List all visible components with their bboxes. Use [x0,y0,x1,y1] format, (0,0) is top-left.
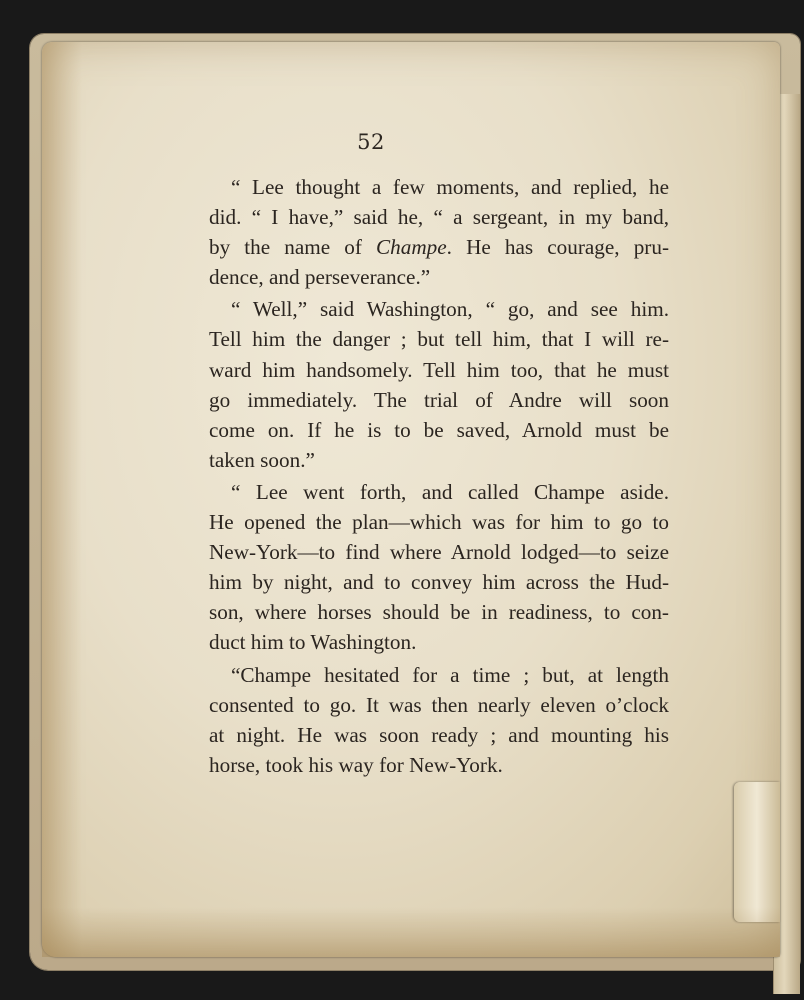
page-number: 52 [357,130,385,154]
text-line: by the name of Champe. He has courage, pru- [209,235,669,260]
text-line: ward him handsomely. Tell him too, that he must [209,357,669,382]
text-line: He opened the plan—which was for him to go to [209,510,669,535]
text-line: horse, took his way for New-York. [209,752,503,777]
text-line: “Champe hesitated for a time ; but, at length [231,662,669,687]
text-line: “ Lee thought a few moments, and replied, he [231,175,669,199]
text-line: “ Well,” said Washington, “ go, and see him. [231,297,669,322]
text-line: duct him to Washington. [209,630,417,655]
text-line: taken soon.” [209,447,315,472]
text-line: consented to go. It was then nearly eleven o’clock [209,692,669,717]
text-line: Tell him the danger ; but tell him, that I will re- [209,327,669,352]
italic-name: Champe [376,235,447,260]
text-line: “ Lee went forth, and called Champe aside. [231,479,669,504]
text-line: son, where horses should be in readiness, to con- [209,600,669,625]
book-page [42,42,780,957]
paragraph-1 [183,172,669,292]
body-text [183,172,669,780]
paragraph-4 [183,660,669,780]
torn-page-edge [734,782,780,922]
text-line: come on. If he is to be saved, Arnold must be [209,417,669,442]
text-line: go immediately. The trial of Andre will soon [209,387,669,412]
text-line: did. “ I have,” said he, “ a sergeant, in my band, [209,205,669,230]
text-line: at night. He was soon ready ; and mounting his [209,722,669,747]
paragraph-2 [183,294,669,475]
paragraph-3 [183,477,669,658]
text-line: dence, and perseverance.” [209,265,431,290]
text-line: New-York—to find where Arnold lodged—to seize [209,540,669,565]
text-line: him by night, and to convey him across the Hud- [209,570,669,595]
